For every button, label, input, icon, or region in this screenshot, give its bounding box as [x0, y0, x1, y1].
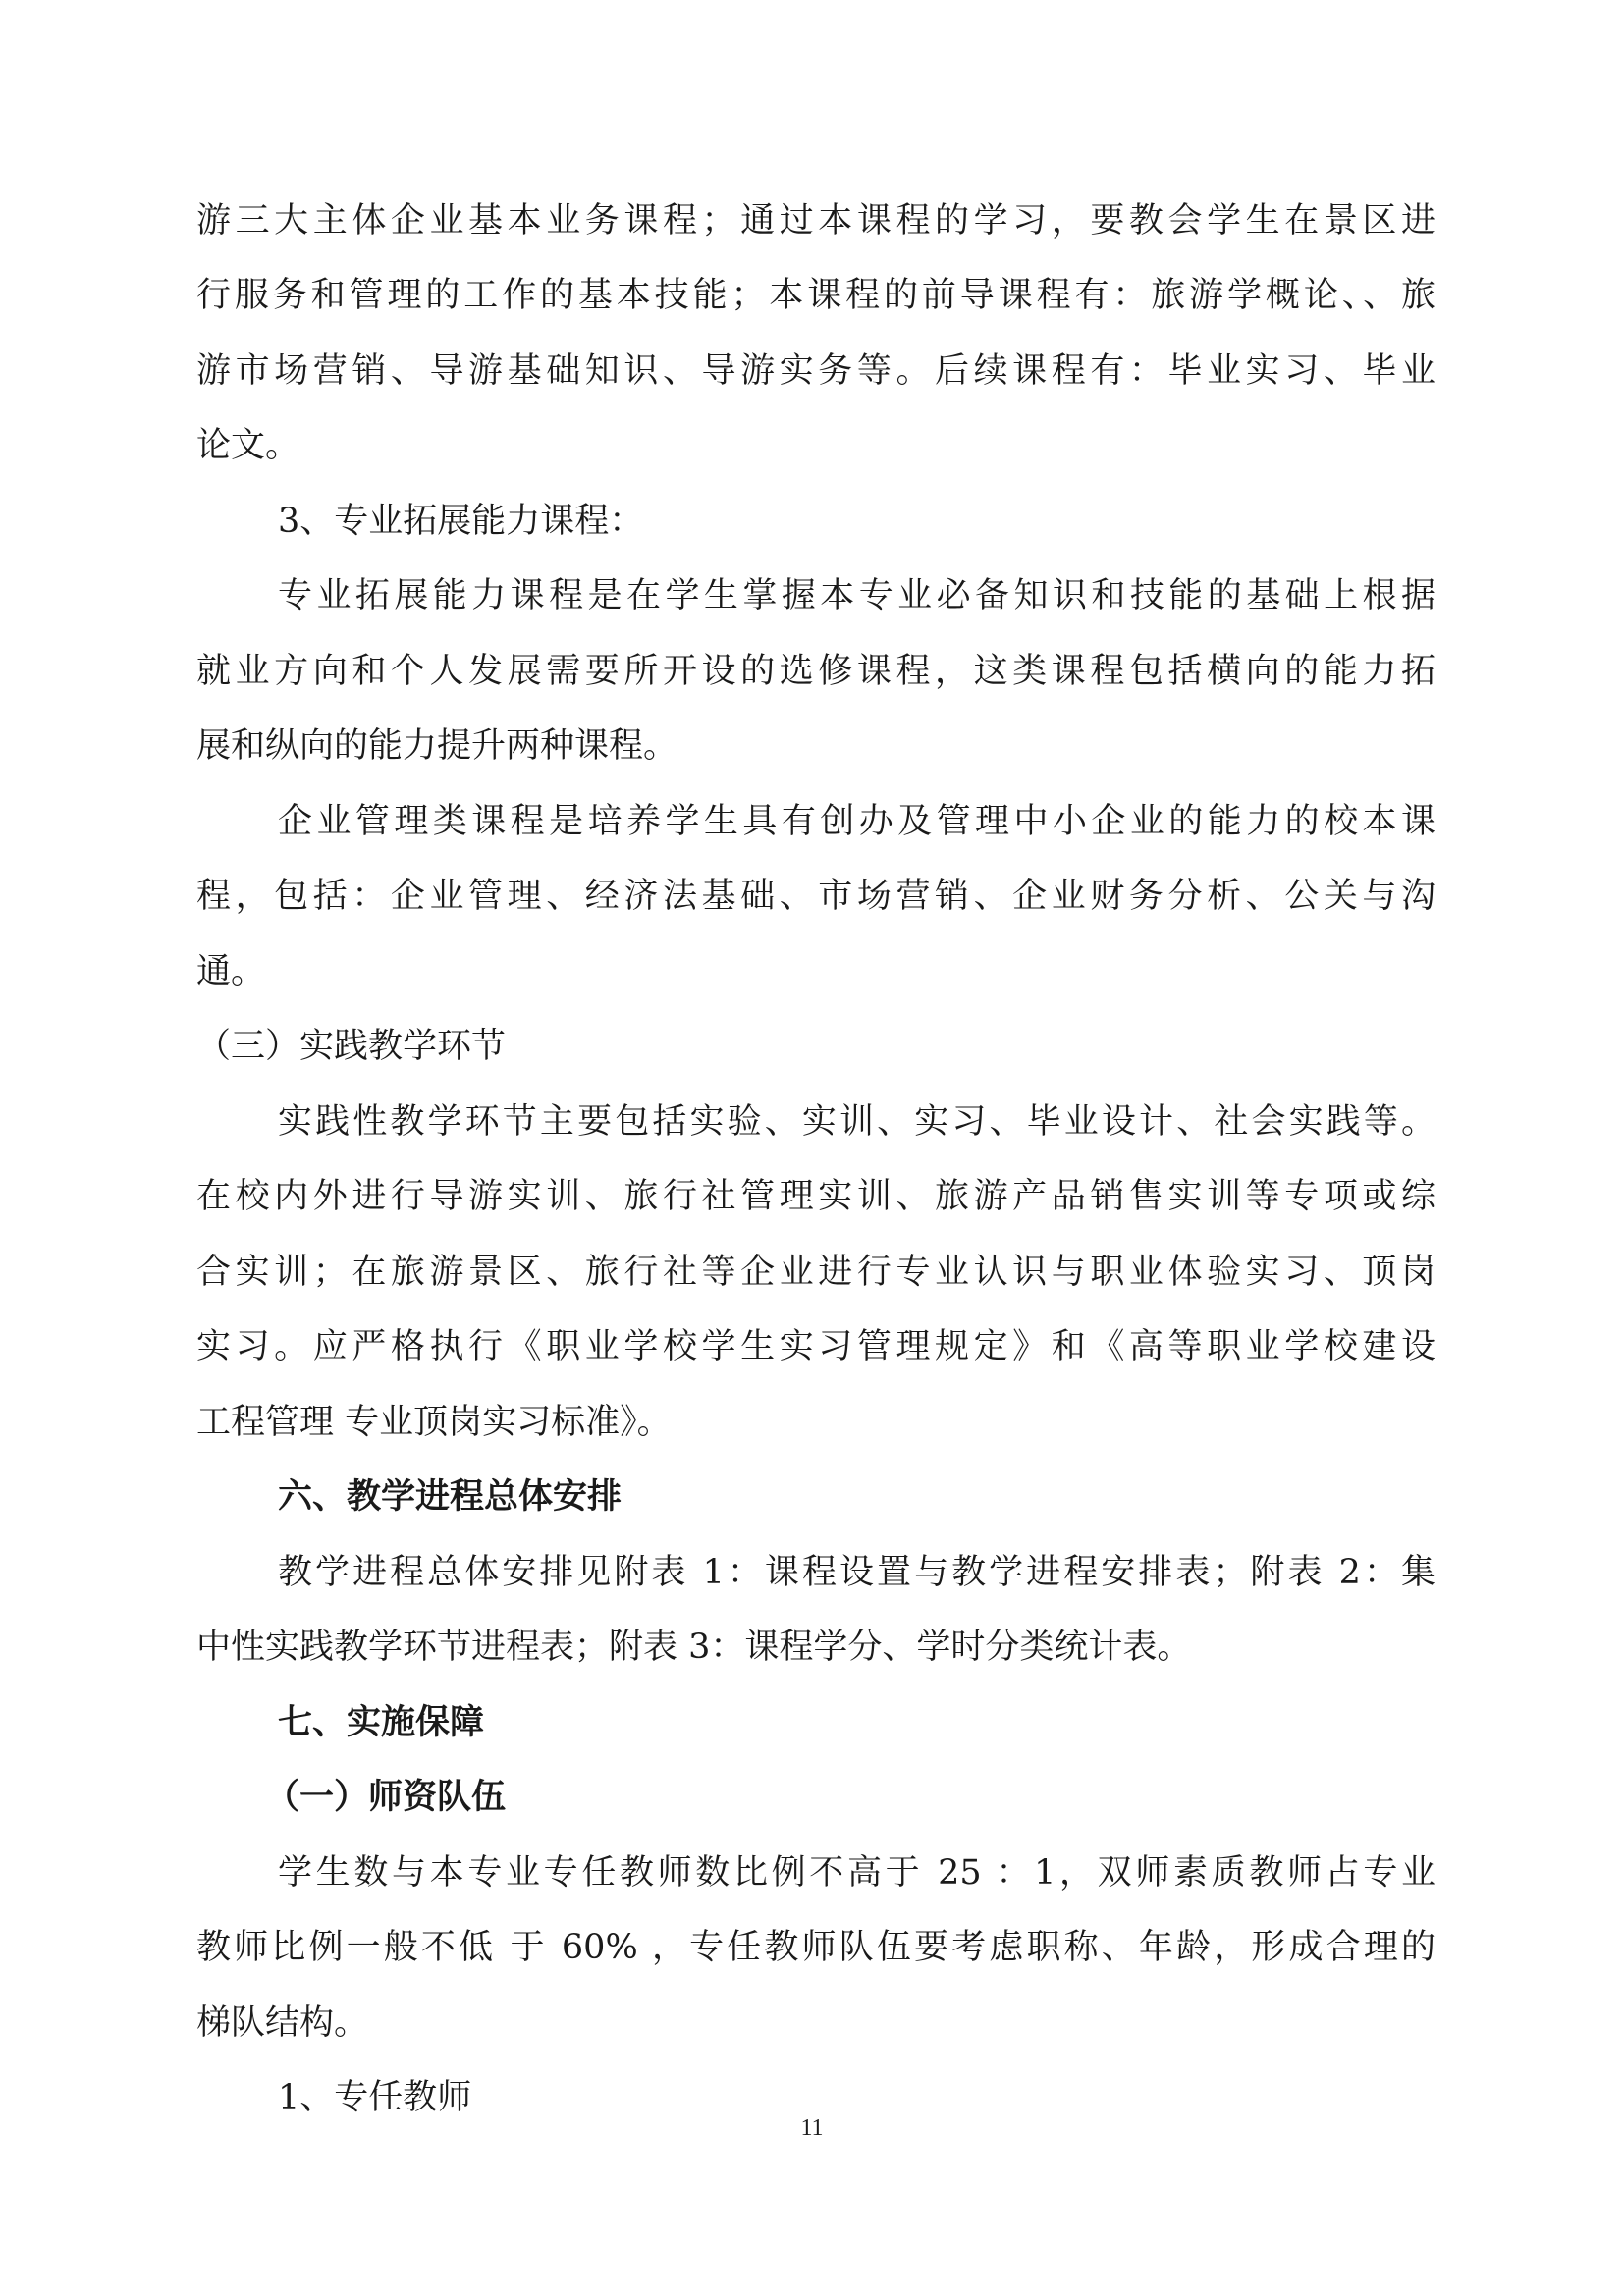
section-subheading: 3、专业拓展能力课程：: [278, 502, 644, 541]
paragraph-line: 游三大主体企业基本业务课程；通过本课程的学习，要教会学生在景区进: [196, 201, 1435, 240]
paragraph-line: 教师比例一般不低 于 60% ，专任教师队伍要考虑职称、年龄，形成合理的: [196, 1928, 1435, 1967]
paragraph-line: 程，包括：企业管理、经济法基础、市场营销、企业财务分析、公关与沟: [196, 877, 1435, 916]
page-number: 11: [800, 2115, 824, 2141]
paragraph-line: 实习。应严格执行《职业学校学生实习管理规定》和《高等职业学校建设: [196, 1327, 1435, 1366]
section-subheading: （三）实践教学环节: [196, 1027, 507, 1066]
paragraph-line: 合实训；在旅游景区、旅行社等企业进行专业认识与职业体验实习、顶岗: [196, 1253, 1435, 1292]
section-heading: 六、教学进程总体安排: [278, 1477, 623, 1517]
paragraph-line: 游市场营销、导游基础知识、导游实务等。后续课程有：毕业实习、毕业: [196, 351, 1435, 391]
section-subheading: 1、专任教师: [278, 2078, 472, 2117]
paragraph-line: 工程管理 专业顶岗实习标准》。: [196, 1403, 672, 1442]
paragraph-line: 论文。: [196, 426, 300, 465]
paragraph-line: 专业拓展能力课程是在学生掌握本专业必备知识和技能的基础上根据: [278, 576, 1435, 615]
paragraph-line: 企业管理类课程是培养学生具有创办及管理中小企业的能力的校本课: [278, 802, 1435, 841]
paragraph-line: 通。: [196, 952, 266, 991]
paragraph-line: 行服务和管理的工作的基本技能；本课程的前导课程有：旅游学概论、、旅: [196, 276, 1435, 315]
paragraph-line: 中性实践教学环节进程表；附表 3：课程学分、学时分类统计表。: [196, 1628, 1192, 1667]
section-subheading: （一）师资队伍: [265, 1778, 507, 1817]
paragraph-line: 展和纵向的能力提升两种课程。: [196, 726, 678, 766]
paragraph-line: 就业方向和个人发展需要所开设的选修课程，这类课程包括横向的能力拓: [196, 652, 1435, 691]
paragraph-line: 实践性教学环节主要包括实验、实训、实习、毕业设计、社会实践等。: [278, 1102, 1435, 1142]
paragraph-line: 梯队结构。: [196, 2003, 369, 2043]
paragraph-line: 在校内外进行导游实训、旅行社管理实训、旅游产品销售实训等专项或综: [196, 1177, 1435, 1216]
paragraph-line: 教学进程总体安排见附表 1：课程设置与教学进程安排表；附表 2：集: [278, 1553, 1435, 1592]
paragraph-line: 学生数与本专业专任教师数比例不高于 25 ：1，双师素质教师占专业: [278, 1853, 1435, 1893]
section-heading: 七、实施保障: [278, 1703, 485, 1742]
